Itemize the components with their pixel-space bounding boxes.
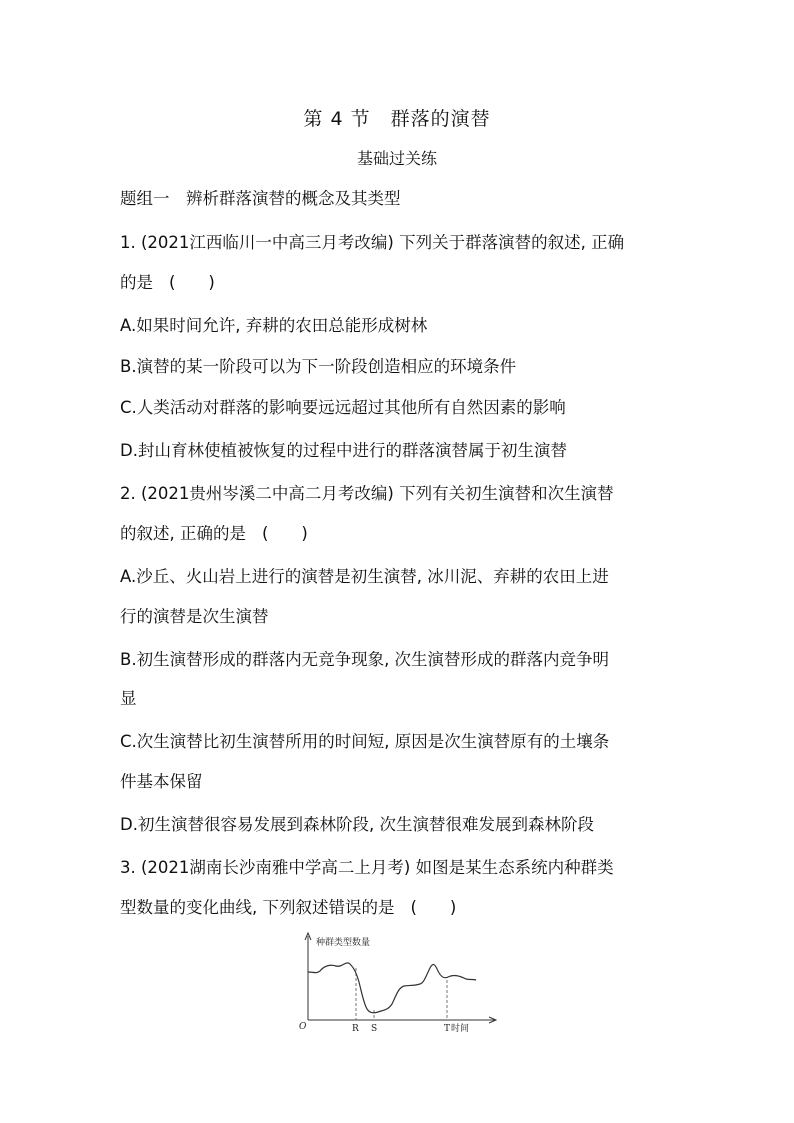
question-1-stem-text: 的是 — [120, 273, 153, 292]
tick-label-s: S — [371, 1024, 378, 1034]
y-axis — [305, 933, 311, 1020]
question-1-stem-line-1: 1. (2021江西临川一中高三月考改编) 下列关于群落演替的叙述, 正确 — [120, 233, 625, 252]
question-2-option-b-line-1: B.初生演替形成的群落内无竞争现象, 次生演替形成的群落内竞争明 — [120, 650, 610, 669]
x-axis — [308, 1017, 496, 1023]
question-2-stem-text: 的叙述, 正确的是 — [120, 524, 246, 543]
y-axis-label: 种群类型数量 — [316, 938, 371, 948]
question-3-answer-blank: ( ) — [410, 898, 457, 917]
question-3-stem-line-1: 3. (2021湖南长沙南雅中学高二上月考) 如图是某生态系统内种群类 — [120, 858, 614, 877]
question-2-option-d: D.初生演替很容易发展到森林阶段, 次生演替很难发展到森林阶段 — [120, 815, 594, 834]
question-1-option-d: D.封山育林使植被恢复的过程中进行的群落演替属于初生演替 — [120, 441, 567, 460]
population-curve-chart — [296, 930, 506, 1035]
question-3-stem-line-2 — [120, 897, 680, 919]
question-2-stem-line-2 — [120, 523, 680, 545]
question-2-answer-blank: ( ) — [262, 524, 308, 543]
question-2-option-a-line-2: 行的演替是次生演替 — [120, 607, 269, 626]
question-2-option-c-line-2: 件基本保留 — [120, 772, 203, 791]
question-3-stem-text: 型数量的变化曲线, 下列叙述错误的是 — [120, 898, 395, 917]
question-1-stem-line-2 — [120, 272, 680, 294]
origin-label: O — [299, 1022, 307, 1032]
question-2-option-c-line-1: C.次生演替比初生演替所用的时间短, 原因是次生演替原有的土壤条 — [120, 732, 610, 751]
x-axis-label: 时间 — [451, 1024, 470, 1034]
question-2-option-a-line-1: A.沙丘、火山岩上进行的演替是初生演替, 冰川泥、弃耕的农田上进 — [120, 567, 609, 586]
tick-label-t: T — [444, 1024, 451, 1034]
question-1-option-b: B.演替的某一阶段可以为下一阶段创造相应的环境条件 — [120, 357, 517, 376]
question-2-stem-line-1: 2. (2021贵州岑溪二中高二月考改编) 下列有关初生演替和次生演替 — [120, 484, 614, 503]
tick-label-r: R — [352, 1024, 359, 1034]
population-curve — [308, 963, 476, 1013]
question-1-option-c: C.人类活动对群落的影响要远远超过其他所有自然因素的影响 — [120, 398, 566, 417]
question-2-option-b-line-2: 显 — [120, 689, 137, 708]
section-title: 第 4 节 群落的演替 — [303, 108, 491, 130]
question-1-answer-blank: ( ) — [169, 273, 215, 292]
question-group-title: 题组一 辨析群落演替的概念及其类型 — [120, 189, 401, 208]
section-subtitle: 基础过关练 — [356, 149, 437, 168]
question-1-option-a: A.如果时间允许, 弃耕的农田总能形成树林 — [120, 316, 428, 335]
